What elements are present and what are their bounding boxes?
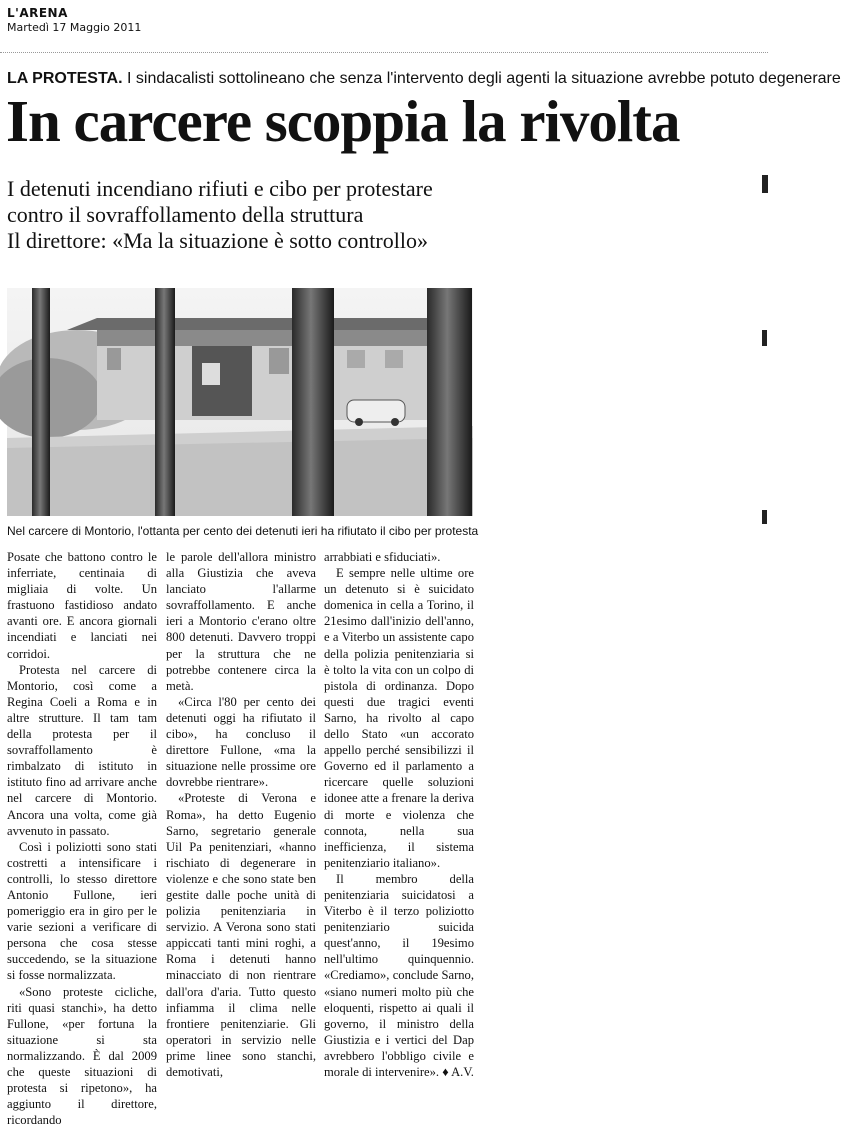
kicker-label: LA PROTESTA. (7, 70, 123, 87)
paragraph: le parole dell'allora ministro alla Giustizia che aveva lanciato l'allarme sovraffollamento. E anche ieri a Montorio c'erano oltre 800 detenuti. Davvero troppi per la struttura che ne potrebbe contenere circa la metà. (166, 550, 316, 693)
scan-edge-mark (762, 175, 768, 193)
header-divider (0, 52, 768, 53)
subhead-line: contro il sovraffollamento della struttura (7, 202, 364, 227)
scan-edge-mark (762, 510, 767, 524)
paragraph: Il membro della penitenziaria suicidatosi a Viterbo è il terzo poliziotto penitenziario suicida quest'anno, il 19esimo nell'ultimo quinquennio. «Crediamo», conclude Sarno, «siano numeri molto più che eloquenti, rispetto ai quali il governo, il ministro della Giustizia e i vertici del Dap avrebbero l'obbligo civile e morale di intervenire». ♦ A.V. (324, 871, 474, 1079)
subhead-line: Il direttore: «Ma la situazione è sotto controllo» (7, 228, 428, 253)
article-column-2 (166, 549, 316, 1080)
scan-edge-mark (762, 330, 767, 346)
subheadline (7, 176, 433, 254)
photo-caption: Nel carcere di Montorio, l'ottanta per cento dei detenuti ieri ha rifiutato il cibo per protesta (7, 524, 479, 538)
paragraph: Posate che battono contro le inferriate, centinaia di migliaia di volte. Un frastuono fastidioso andato avanti ore. E ancora giornali incendiati e lanciati nei corridoi. (7, 550, 157, 661)
prison-photo-illustration (7, 288, 473, 516)
kicker (7, 70, 841, 88)
paragraph: arrabbiati e sfiduciati». (324, 550, 441, 564)
paragraph: Così i poliziotti sono stati costretti a intensificare i controlli, lo stesso direttore Antonio Fullone, ieri pomeriggio era in giro per le varie sezioni a verificare di persona che cosa stesse succedendo, se la situazione si fosse normalizzata. (7, 839, 157, 983)
newspaper-name: L'ARENA (7, 6, 68, 20)
publication-date: Martedì 17 Maggio 2011 (7, 21, 142, 34)
prison-photo (7, 288, 473, 516)
masthead (7, 6, 141, 34)
paragraph: «Proteste di Verona e Roma», ha detto Eugenio Sarno, segretario generale Uil Pa penitenziari, «hanno rischiato di degenerare in violenze e che sono state ben gestite dalle poche unità di polizia penitenziaria in servizio. A Verona sono stati appiccati tanti mini roghi, a Roma i detenuti hanno minacciato di non rientrare dall'ora d'aria. Tutto questo infiamma il clima nelle frontiere penitenziarie. Gli operatori in servizio nelle prime linee sono stanchi, demotivati, (166, 791, 316, 1079)
paragraph: «Sono proteste cicliche, riti quasi stanchi», ha detto Fullone, «per fortuna la situazione si sta normalizzando. È dal 2009 che queste situazioni di protesta si ripetono», ha aggiunto il direttore, ricordando (7, 984, 157, 1128)
kicker-text: I sindacalisti sottolineano che senza l'intervento degli agenti la situazione avrebbe potuto degenerare (127, 70, 841, 87)
subhead-line: I detenuti incendiano rifiuti e cibo per protestare (7, 176, 433, 201)
article-column-3 (324, 549, 474, 1080)
article-column-1 (7, 549, 157, 1128)
paragraph: Protesta nel carcere di Montorio, così come a Regina Coeli a Roma e in altre strutture. Il tam tam della protesta per il sovraffollamento è rimbalzato di istituto in istituto fino ad arrivare anche nel carcere di Montorio. Ancora una volta, come già avvenuto in passato. (7, 662, 157, 838)
headline: In carcere scoppia la rivolta (6, 88, 680, 154)
paragraph: «Circa l'80 per cento dei detenuti oggi ha rifiutato il cibo», ha concluso il direttore Fullone, «ma la situazione nelle prossime ore dovrebbe rientrare». (166, 694, 316, 790)
paragraph: E sempre nelle ultime ore un detenuto si è suicidato domenica in cella a Torino, il 21esimo dall'inizio dell'anno, e a Viterbo un assistente capo della polizia penitenziaria si è tolto la vita con un colpo di pistola di ordinanza. Dopo questi due tragici eventi Sarno, ha rivolto al capo dello Stato «un accorato appello perché sensibilizzi il Governo ed il parlamento a ricercare quelle soluzioni idonee atte a frenare la deriva di morte e violenza che connota, nella sua inefficienza, il sistema penitenziario italiano». (324, 566, 474, 870)
